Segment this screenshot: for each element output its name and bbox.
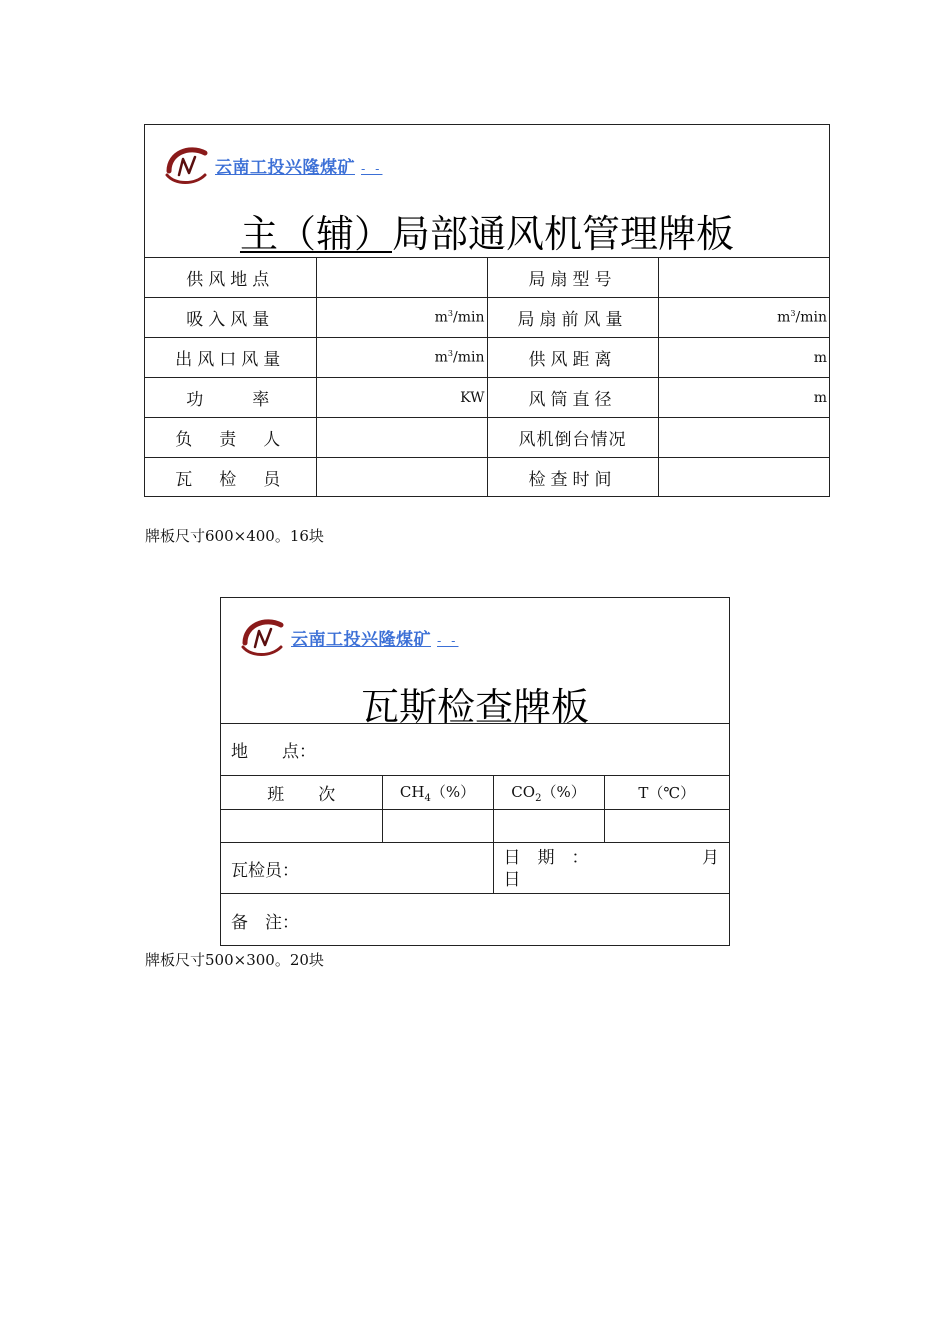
table-row [221,843,729,894]
field-label: 风机倒台情况 [487,418,658,458]
date-month: 月 [702,848,719,868]
table-row [221,894,729,947]
table-row [221,776,729,810]
brand-header [161,141,382,189]
field-label: 吸入风量 [145,298,316,338]
board-title [145,203,829,258]
field-label: 负 责 人 [145,418,316,458]
field-unit: $m^3/\min$ [316,298,487,338]
field-label: 局扇型号 [487,258,658,298]
field-value [658,258,829,298]
field-unit: $m^3/\min$ [658,298,829,338]
date-label: 日 期 ： [503,848,589,868]
date-line [504,847,720,869]
field-value [658,418,829,458]
field-label: 供风地点 [145,258,316,298]
field-label: 局扇前风量 [487,298,658,338]
field-label: 检查时间 [487,458,658,498]
temp-cell [604,810,729,843]
ch4-cell [382,810,493,843]
table-row [221,724,729,776]
field-label: 供风距离 [487,338,658,378]
table-row [145,338,829,378]
board-title-prefix: 主（辅） [239,212,392,256]
board-title: 瓦斯检查牌板 [360,685,589,729]
date-day: 日 [503,870,521,890]
field-unit: m [658,378,829,418]
brand-dash: - - [437,634,459,648]
fan-info-table [145,257,829,497]
location-label: 地 点： [221,724,729,776]
brand-name[interactable]: 云南工投兴隆煤矿 [291,629,431,650]
field-unit: $m^3/\min$ [316,338,487,378]
col-temp: T（℃） [604,776,729,810]
inspector-label: 瓦检员： [221,843,493,894]
field-value [316,458,487,498]
brand-dash: - - [361,162,383,176]
gas-info-table [221,723,729,946]
mine-logo-icon [161,141,213,189]
field-value [316,418,487,458]
date-cell [493,843,729,894]
table-row [221,810,729,843]
table-row [145,378,829,418]
col-ch4: $CH_4(\%)$ [382,776,493,810]
gas-inspection-board [220,597,730,946]
mine-logo-icon [237,613,289,661]
shift-cell [221,810,382,843]
table-row [145,298,829,338]
col-co2: $CO_2(\%)$ [493,776,604,810]
board-title-main: 局部通风机管理牌板 [392,212,735,256]
board-size-caption: 牌板尺寸600×400。16块 [145,527,324,545]
table-row [145,418,829,458]
col-shift: 班 次 [221,776,382,810]
brand-header [237,613,458,661]
field-label: 瓦 检 员 [145,458,316,498]
field-unit: m [658,338,829,378]
table-row [145,258,829,298]
field-value [316,258,487,298]
field-label: 功 率 [145,378,316,418]
table-row [145,458,829,498]
remark-label: 备 注： [221,894,729,947]
field-label: 出风口风量 [145,338,316,378]
brand-name[interactable]: 云南工投兴隆煤矿 [215,157,355,178]
co2-cell [493,810,604,843]
field-label: 风筒直径 [487,378,658,418]
board-size-caption: 牌板尺寸500×300。20块 [145,951,324,969]
field-unit: KW [316,378,487,418]
field-value [658,458,829,498]
fan-management-board [144,124,830,497]
